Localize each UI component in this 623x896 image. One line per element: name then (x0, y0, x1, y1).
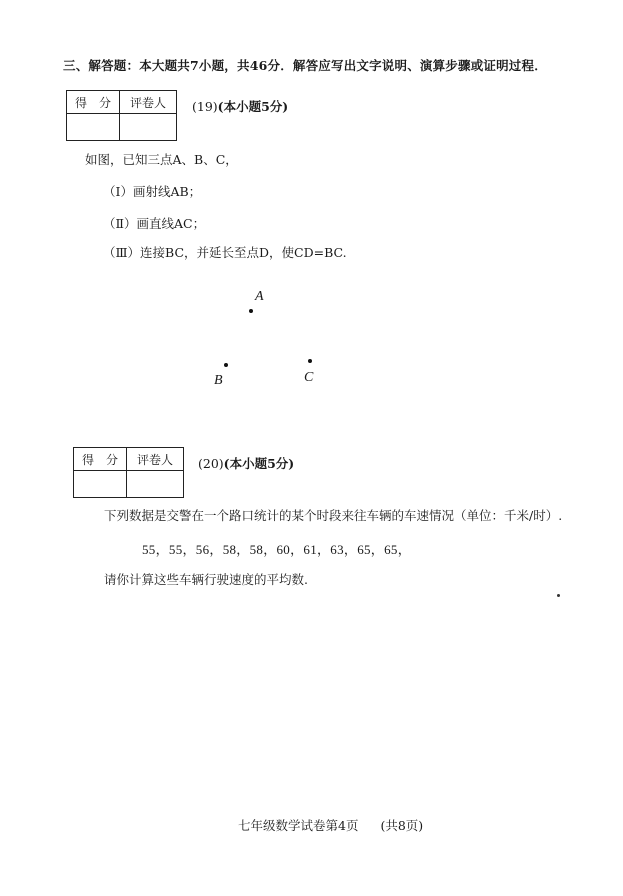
score-label: 得 分 (67, 91, 120, 114)
score-cell (74, 471, 127, 498)
q19-intro: 如图，已知三点A、B、C， (85, 152, 238, 167)
footer-page: 七年级数学试卷第4页 (238, 818, 359, 833)
grader-label: 评卷人 (127, 448, 184, 471)
point-a-label: A (255, 289, 264, 304)
point-a-dot (249, 309, 253, 313)
scan-speck (557, 594, 560, 597)
q19-number: (19) (192, 99, 218, 114)
q20-task: 请你计算这些车辆行驶速度的平均数. (104, 572, 308, 587)
q20-intro: 下列数据是交警在一个路口统计的某个时段来往车辆的车速情况（单位：千米/时）. (104, 508, 563, 523)
grader-label: 评卷人 (120, 91, 177, 114)
score-label: 得 分 (74, 448, 127, 471)
section-header: 三、解答题：本大题共7小题，共46分．解答应写出文字说明、演算步骤或证明过程． (63, 58, 547, 73)
page-footer (238, 816, 423, 834)
point-b-dot (224, 363, 228, 367)
grader-cell (120, 114, 177, 141)
score-table-q19 (66, 90, 177, 141)
score-cell (67, 114, 120, 141)
point-c-dot (308, 359, 312, 363)
q20-speed-data: 55，55，56，58，58，60，61，63，65，65， (142, 542, 411, 557)
q19-heading (192, 97, 288, 115)
score-table-q20 (73, 447, 184, 498)
q19-part-3: （Ⅲ）连接BC，并延长至点D，使CD=BC. (103, 245, 347, 260)
footer-total: (共8页) (380, 818, 424, 833)
point-c-label: C (304, 370, 314, 385)
q19-points: (本小题5分) (217, 99, 289, 114)
q19-part-2: （Ⅱ）画直线AC； (103, 216, 206, 231)
q20-heading (198, 454, 294, 472)
q20-points: (本小题5分) (223, 456, 295, 471)
q19-part-1: （Ⅰ）画射线AB； (103, 184, 202, 199)
grader-cell (127, 471, 184, 498)
q20-number: (20) (198, 456, 224, 471)
point-b-label: B (214, 373, 223, 388)
